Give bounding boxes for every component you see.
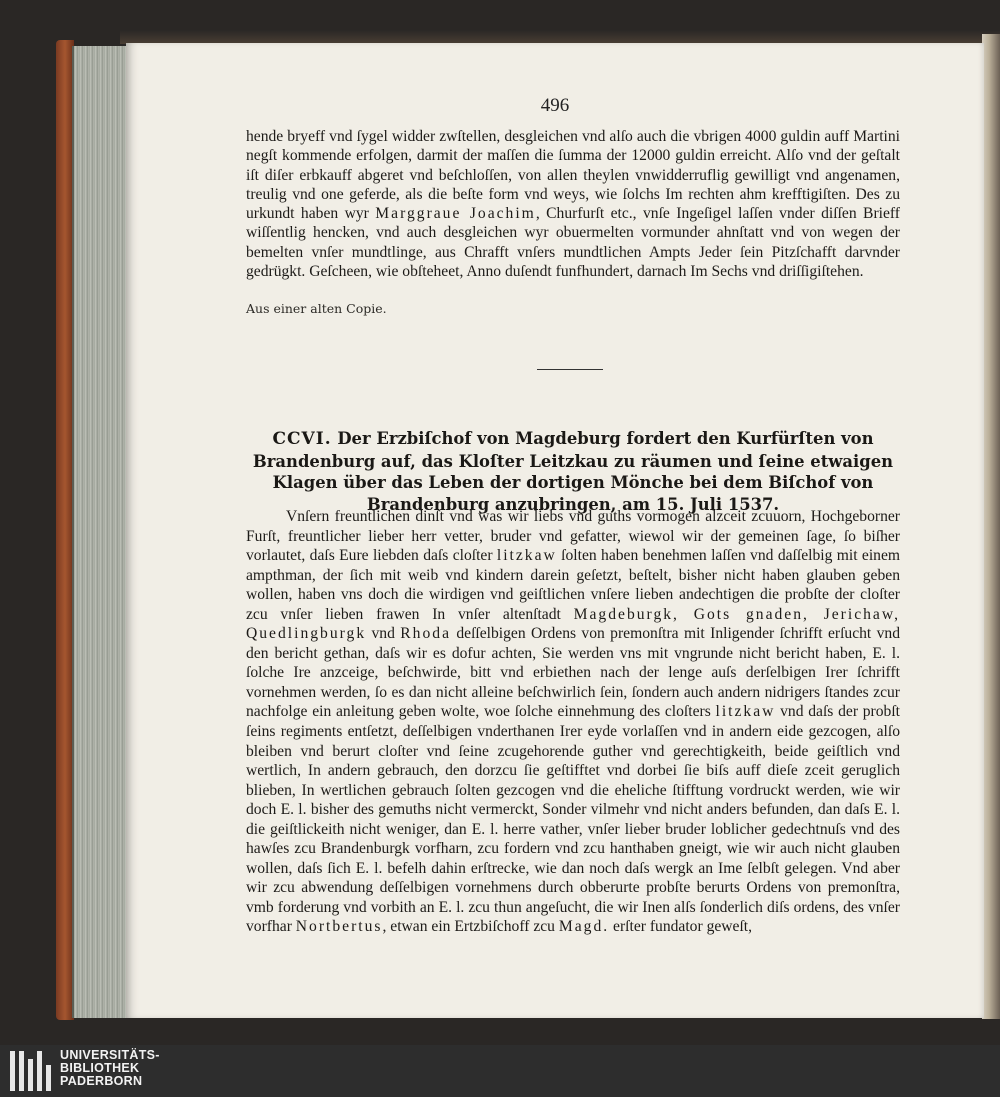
- logo-line-3: PADERBORN: [60, 1074, 143, 1088]
- page-number: 496: [540, 95, 570, 116]
- book-page: [126, 43, 984, 1018]
- source-note: Aus einer alten Copie.: [246, 301, 387, 316]
- body-place-rhoda: Rhoda: [400, 625, 451, 643]
- section-separator: [537, 369, 603, 370]
- body-part-5: vnd daſs der probſt ſeins regiments entſetzt, deſſelbigen vnderthanen Irer eyde vorlaſſen vnd in andern eide gezcogen, alſo bleiben vnd berurt cloſter vnd ſeine zcugehorende guther vnd gerechtigkeith, beide geiſtlich vnd wertlich, In andern gebrauch, den dorzcu ſie geſtifftet vnd dorbei ſie biſs auff dieſe zceit geruglich blieben, In wertlichen gebrauch ſolten gezcogen vnd die eheliche ſtifftung vordruckt werden, wie wir doch E. l. bisher des gemuths nicht vermerckt, Sonder vilmehr vnd nicht anders befunden, dan daſs E. l. die geiſtlickeith nicht weniger, dan E. l. herre vather, vnſer lieber bruder loblicher gedechtnuſs vnd des hawſes zcu Brandenburgk vorfharn, zcu fordern vnd zcu hanthaben gneigt, wie wir auch nicht glauben wollen, daſs ſich E. l. befelh dahin erſtrecke, wie dan noch daſs wergk an Ime ſelbſt gelegen. Vnd aber wir zcu abwendung deſſelbigen vornehmens durch obberurte probſte berurts Ordens von premonſtra, vmb forderung vnd vorbith an E. l. zcu thun angeſucht, die wir Inen alſs ſonderlich diſs ordens, des vnſer vorfhar: [246, 703, 900, 936]
- logo-line-2: BIBLIOTHEK: [60, 1061, 140, 1075]
- continuation-text: [246, 127, 900, 281]
- body-part-6: , etwan ein Ertzbiſchoff zcu: [382, 918, 559, 936]
- library-logo-icon: [10, 1051, 54, 1091]
- book-cover-right: [982, 34, 1000, 1019]
- document-number: CCVI.: [272, 429, 332, 449]
- continuation-name-joachim: Marggraue Joachim: [375, 205, 536, 223]
- body-part-4: deſſelbigen Ordens von premonſtra mit Inligender ſchrifft erſucht vnd den bericht gethan, daſs wir es dofur achten, Sie werden vns mit vngrunde nicht bericht haben, E. l. ſolche Ire anzceige, beſchwirde, bitt vnd erbiethen nach der lenge auſs derſelbigen Irer ſchrifft vornehmen werden, ſo es dan nicht alleine beſchwirlich ſein, ſondern auch andern nidrigers ſtandes zcur nachfolge ein anleitung geben wolte, woe ſolche einnehmung des cloſters: [246, 625, 901, 721]
- page-edges: [72, 46, 130, 1018]
- body-part-1: Vnſern freuntlichen dinſt vnd was wir liebs vnd guths vormogen alzceit zcuuorn, Hochgeborner Furſt, freuntlicher lieber herr vetter, bruder vnd gefatter, wiewol wir der gemeinen ſage, ſo biſher vorlautet, daſs Eure liebden daſs cloſter: [246, 508, 900, 565]
- body-name-nortbertus: Nortbertus: [295, 918, 383, 936]
- body-part-2: ſolten haben benehmen laſſen vnd daſſelbig mit einem ampthman, der ſich mit weib vnd kindern darein geſetzt, beſtelt, bisher nicht haben glauben geben wollen, haben vns doch die wirdigen vnd geiſtlichen vnſere lieben andechtigen die probſte der cloſter zcu vnſer lieben frawen In vnſer altenſtadt: [246, 547, 900, 623]
- body-part-7: erſter fundator geweſt,: [609, 918, 753, 936]
- body-place-magd: Magd.: [558, 918, 610, 936]
- body-places: Magdeburgk, Gots gnaden, Jerichaw, Quedlingburgk: [246, 605, 900, 643]
- book-top-edge: [120, 30, 1000, 44]
- body-part-3: vnd: [366, 625, 401, 643]
- document-title: Der Erzbiſchof von Magdeburg fordert den Kurfürſten von Brandenburg auf, das Kloſter Leitzkau zu räumen und ſeine etwaigen Klagen über das Leben der dortigen Mönche bei dem Biſchof von Brandenburg anzubringen, am 15. Juli 1537.: [252, 429, 894, 514]
- continuation-part-2: , Churfurſt etc., vnſe Ingeſigel laſſen vnder diſſen Brieff wiſſentlig hencken, vnd auch desgleichen wyr obuermelten vormunder ahnſtatt vnd von wegen der bemelten vnſer mundtlinge, aus Chrafft vnſers mundtlichen Ampts Jeder ſein Pitzſchafft darvnder gedrügkt. Geſcheen, wie obſteheet, Anno duſendt funfhundert, darnach Im Sechs vnd driſſigiſtehen.: [246, 205, 900, 281]
- document-heading: [246, 428, 900, 515]
- logo-line-1: UNIVERSITÄTS-: [60, 1048, 160, 1062]
- library-logo-text: [60, 1049, 160, 1088]
- document-body: [246, 507, 900, 937]
- continuation-part-1: hende bryeff vnd ſygel widder zwſtellen, desgleichen vnd alſo auch die vbrigen 4000 guldin auff Martini negſt kommende erfolgen, darmit der maſſen die ſumma der 12000 guldin erreicht. Alſo vnd der geſtalt iſt diſer erbkauff abgeret vnd beſchloſſen, von allen theylen vnwidderruflig gewilligt vnd angenamen, treulig vnd one geferde, als die beſte form vnd weys, wie ſolchs Im rechten ahm krefftigiſten. Des zu urkundt haben wyr: [246, 128, 900, 223]
- body-place-litzkaw-2: litzkaw: [715, 703, 776, 721]
- body-place-litzkaw-1: litzkaw: [496, 547, 557, 565]
